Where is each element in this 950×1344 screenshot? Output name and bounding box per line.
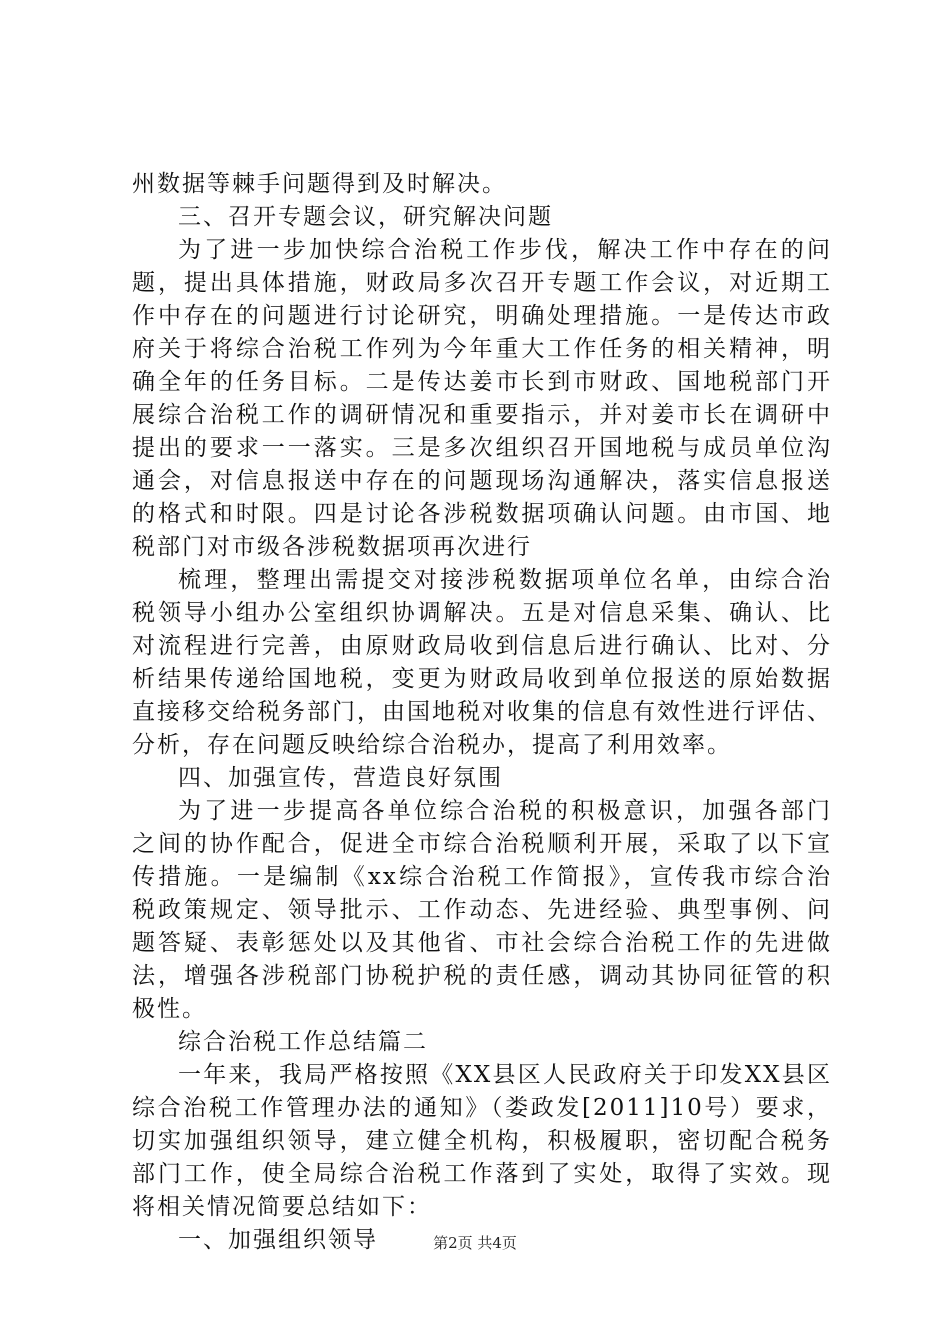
text-line: 一年来，我局严格按照《XX县区人民政府关于印发XX县区 [178, 1062, 832, 1088]
document-body [132, 168, 832, 1257]
text-line: 展综合治税工作的调研情况和重要指示，并对姜市长在调研中 [132, 402, 832, 428]
text-line: 州数据等棘手问题得到及时解决。 [132, 171, 507, 197]
text-line: 传措施。一是编制《xx综合治税工作简报》，宣传我市综合治 [132, 864, 832, 890]
text-line: 作中存在的问题进行讨论研究，明确处理措施。一是传达市政 [132, 303, 832, 329]
text-line: 为了进一步提高各单位综合治税的积极意识，加强各部门 [178, 798, 832, 824]
text-line: 税领导小组办公室组织协调解决。五是对信息采集、确认、比 [132, 600, 832, 626]
text-line: 题，提出具体措施，财政局多次召开专题工作会议，对近期工 [132, 270, 832, 296]
text-line: 提出的要求一一落实。三是多次组织召开国地税与成员单位沟 [132, 435, 832, 461]
text-line: 府关于将综合治税工作列为今年重大工作任务的相关精神，明 [132, 336, 832, 362]
text-line: 的格式和时限。四是讨论各涉税数据项确认问题。由市国、地 [132, 501, 832, 527]
text-line: 部门工作，使全局综合治税工作落到了实处，取得了实效。现 [132, 1161, 832, 1187]
text-line: 析结果传递给国地税，变更为财政局收到单位报送的原始数据 [132, 666, 832, 692]
text-line: 法，增强各涉税部门协税护税的责任感，调动其协同征管的积 [132, 963, 832, 989]
text-line: 对流程进行完善，由原财政局收到信息后进行确认、比对、分 [132, 633, 832, 659]
text-line: 切实加强组织领导，建立健全机构，积极履职，密切配合税务 [132, 1128, 832, 1154]
section-heading: 三、召开专题会议，研究解决问题 [178, 204, 553, 230]
text-line: 极性。 [132, 996, 207, 1022]
text-line: 直接移交给税务部门，由国地税对收集的信息有效性进行评估、 [132, 699, 832, 725]
section-heading: 综合治税工作总结篇二 [178, 1029, 428, 1055]
text-line: 将相关情况简要总结如下： [132, 1194, 432, 1220]
text-line: 之间的协作配合，促进全市综合治税顺利开展，采取了以下宣 [132, 831, 832, 857]
page-footer [0, 1232, 950, 1253]
text-line: 确全年的任务目标。二是传达姜市长到市财政、国地税部门开 [132, 369, 832, 395]
text-line: 为了进一步加快综合治税工作步伐，解决工作中存在的问 [178, 237, 832, 263]
text-line: 税政策规定、领导批示、工作动态、先进经验、典型事例、问 [132, 897, 832, 923]
text-line: 通会，对信息报送中存在的问题现场沟通解决，落实信息报送 [132, 468, 832, 494]
section-heading: 一、加强组织领导 [178, 1227, 378, 1253]
section-heading: 四、加强宣传，营造良好氛围 [178, 765, 503, 791]
page-number: 第2页 共4页 [433, 1234, 517, 1252]
text-line: 综合治税工作管理办法的通知》（娄政发[2011]10号）要求， [132, 1095, 832, 1121]
text-line: 题答疑、表彰惩处以及其他省、市社会综合治税工作的先进做 [132, 930, 832, 956]
text-line: 分析，存在问题反映给综合治税办，提高了利用效率。 [132, 732, 732, 758]
text-line: 梳理，整理出需提交对接涉税数据项单位名单，由综合治 [178, 567, 832, 593]
text-line: 税部门对市级各涉税数据项再次进行 [132, 534, 532, 560]
